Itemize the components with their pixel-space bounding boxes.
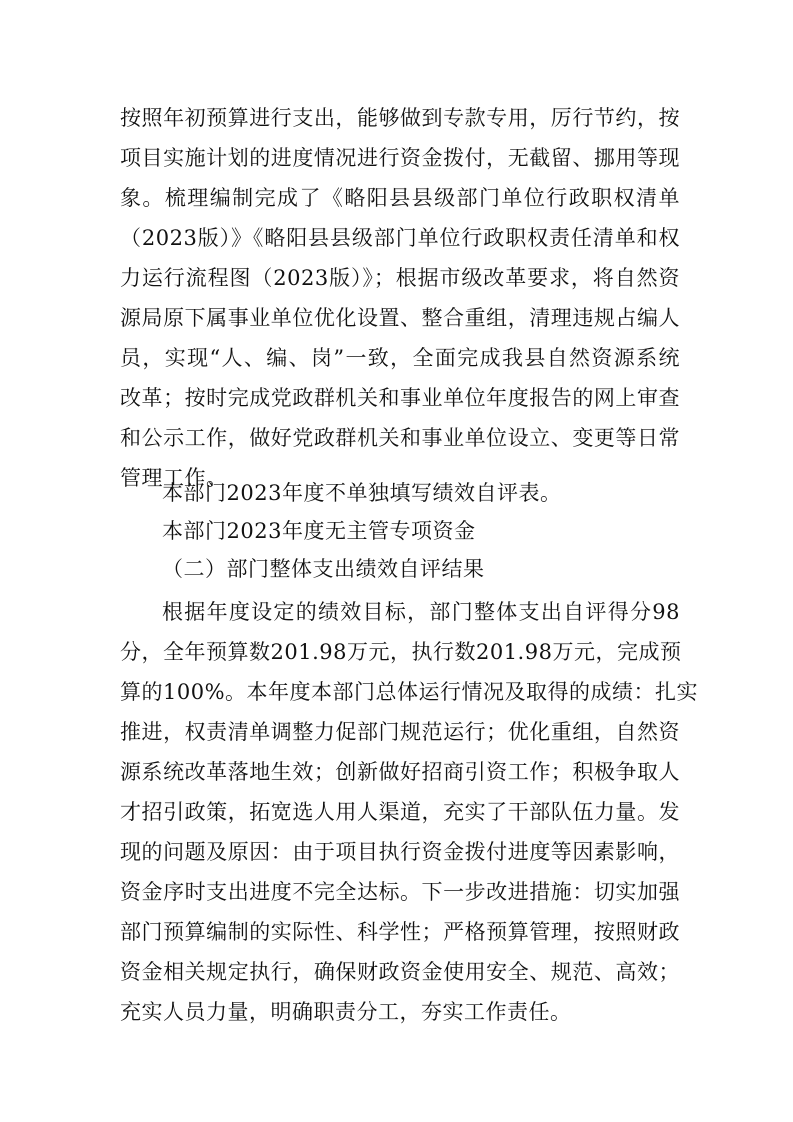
- paragraph1-line-10: 管理工作。: [120, 466, 228, 490]
- paragraph2-line-4: 推进，权责清单调整力促部门规范运行；优化重组，自然资: [120, 720, 680, 744]
- note-no-special-funds: 本部门2023年度无主管专项资金: [162, 519, 476, 543]
- paragraph2-line-3: 算的100%。本年度本部门总体运行情况及取得的成绩：扎实: [120, 680, 699, 704]
- section-heading: （二）部门整体支出绩效自评结果: [162, 557, 485, 581]
- paragraph1-line-9: 和公示工作，做好党政群机关和事业单位设立、变更等日常: [120, 426, 680, 450]
- paragraph2-line-11: 充实人员力量，明确职责分工，夯实工作责任。: [120, 1000, 572, 1024]
- paragraph2-line-9: 部门预算编制的实际性、科学性；严格预算管理，按照财政: [120, 920, 680, 944]
- paragraph2-line-7: 现的问题及原因：由于项目执行资金拨付进度等因素影响，: [120, 840, 680, 864]
- paragraph2-line-1: 根据年度设定的绩效目标，部门整体支出自评得分98: [162, 600, 680, 624]
- paragraph1-line-3: 象。梳理编制完成了《略阳县县级部门单位行政职权清单: [120, 186, 680, 210]
- paragraph2-line-10: 资金相关规定执行，确保财政资金使用安全、规范、高效；: [120, 960, 680, 984]
- paragraph1-line-8: 改革；按时完成党政群机关和事业单位年度报告的网上审查: [120, 386, 680, 410]
- paragraph1-line-1: 按照年初预算进行支出，能够做到专款专用，厉行节约，按: [120, 106, 680, 130]
- paragraph2-line-5: 源系统改革落地生效；创新做好招商引资工作；积极争取人: [120, 760, 680, 784]
- paragraph1-line-5: 力运行流程图（2023版）》；根据市级改革要求，将自然资: [120, 266, 680, 290]
- paragraph1-line-2: 项目实施计划的进度情况进行资金拨付，无截留、挪用等现: [120, 146, 680, 170]
- paragraph1-line-6: 源局原下属事业单位优化设置、整合重组，清理违规占编人: [120, 306, 680, 330]
- paragraph2-line-8: 资金序时支出进度不完全达标。下一步改进措施：切实加强: [120, 880, 680, 904]
- paragraph1-line-7: 员，实现“人、编、岗”一致，全面完成我县自然资源系统: [120, 346, 680, 370]
- paragraph2-line-6: 才招引政策，拓宽选人用人渠道，充实了干部队伍力量。发: [120, 800, 680, 824]
- note-no-self-evaluation-form: 本部门2023年度不单独填写绩效自评表。: [162, 481, 562, 505]
- paragraph1-line-4: （2023版）》《略阳县县级部门单位行政职权责任清单和权: [120, 226, 680, 250]
- paragraph2-line-2: 分，全年预算数201.98万元，执行数201.98万元，完成预: [120, 640, 682, 664]
